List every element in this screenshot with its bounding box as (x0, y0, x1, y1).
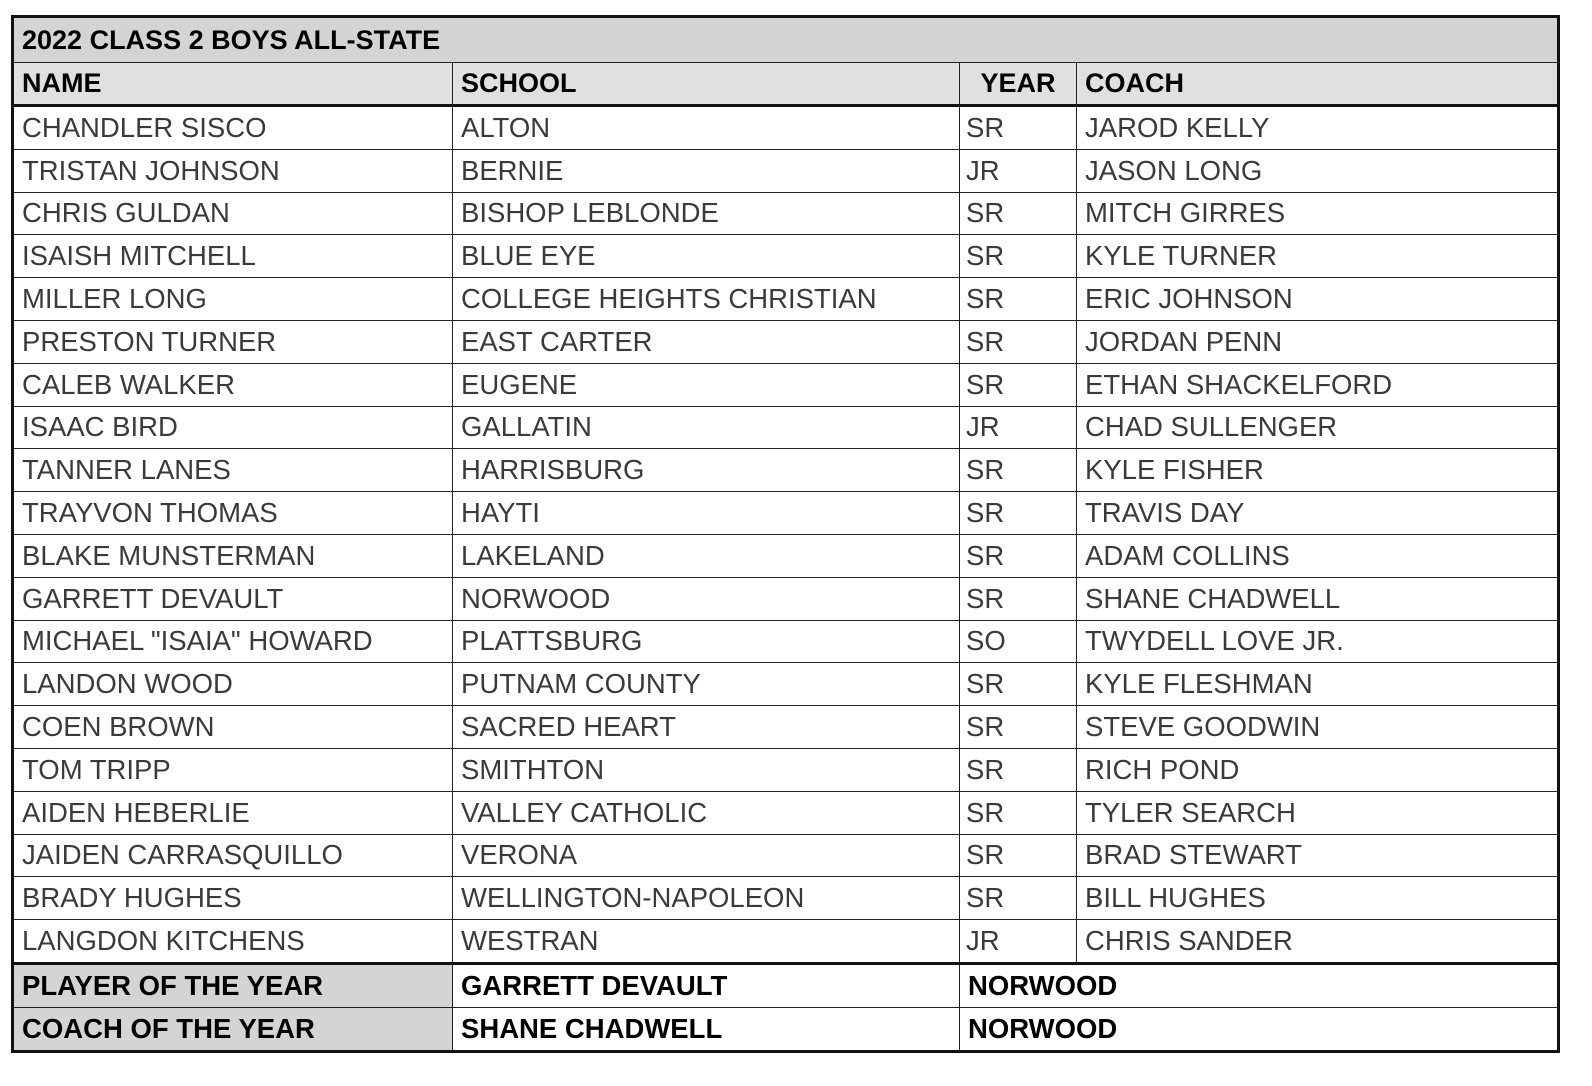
cell-coach: JAROD KELLY (1077, 106, 1559, 150)
cell-coach: KYLE FLESHMAN (1077, 663, 1559, 706)
cell-coach: STEVE GOODWIN (1077, 706, 1559, 749)
cell-name: PRESTON TURNER (13, 320, 453, 363)
table-row (13, 663, 1559, 706)
cell-year: SR (960, 278, 1077, 321)
cell-coach: TRAVIS DAY (1077, 492, 1559, 535)
cell-year: SO (960, 620, 1077, 663)
table-row (13, 534, 1559, 577)
cell-name: CALEB WALKER (13, 363, 453, 406)
cell-year: JR (960, 406, 1077, 449)
cell-name: GARRETT DEVAULT (13, 577, 453, 620)
table-row (13, 363, 1559, 406)
cell-coach: KYLE TURNER (1077, 235, 1559, 278)
cell-school: HARRISBURG (453, 449, 960, 492)
cell-year: SR (960, 492, 1077, 535)
cell-coach: CHRIS SANDER (1077, 920, 1559, 964)
award-row (13, 963, 1559, 1007)
cell-year: SR (960, 106, 1077, 150)
cell-school: BERNIE (453, 149, 960, 192)
cell-school: GALLATIN (453, 406, 960, 449)
cell-year: SR (960, 706, 1077, 749)
cell-school: ALTON (453, 106, 960, 150)
cell-coach: BILL HUGHES (1077, 877, 1559, 920)
cell-school: PLATTSBURG (453, 620, 960, 663)
cell-school: HAYTI (453, 492, 960, 535)
cell-school: SACRED HEART (453, 706, 960, 749)
cell-name: LANGDON KITCHENS (13, 920, 453, 964)
table-title-row (13, 17, 1559, 63)
table-row (13, 791, 1559, 834)
cell-coach: BRAD STEWART (1077, 834, 1559, 877)
table-row (13, 320, 1559, 363)
cell-name: LANDON WOOD (13, 663, 453, 706)
cell-coach: TYLER SEARCH (1077, 791, 1559, 834)
cell-year: SR (960, 748, 1077, 791)
award-person: GARRETT DEVAULT (453, 963, 960, 1007)
cell-school: BLUE EYE (453, 235, 960, 278)
cell-school: PUTNAM COUNTY (453, 663, 960, 706)
player-rows (13, 106, 1559, 964)
cell-school: NORWOOD (453, 577, 960, 620)
cell-name: TRAYVON THOMAS (13, 492, 453, 535)
cell-year: SR (960, 877, 1077, 920)
cell-school: COLLEGE HEIGHTS CHRISTIAN (453, 278, 960, 321)
cell-coach: KYLE FISHER (1077, 449, 1559, 492)
table-row (13, 449, 1559, 492)
cell-year: SR (960, 320, 1077, 363)
cell-coach: ETHAN SHACKELFORD (1077, 363, 1559, 406)
cell-name: ISAAC BIRD (13, 406, 453, 449)
award-rows (13, 963, 1559, 1051)
cell-name: CHANDLER SISCO (13, 106, 453, 150)
column-header-coach: COACH (1077, 63, 1559, 106)
table-row (13, 877, 1559, 920)
cell-name: TANNER LANES (13, 449, 453, 492)
cell-coach: ERIC JOHNSON (1077, 278, 1559, 321)
table-row (13, 149, 1559, 192)
cell-year: SR (960, 235, 1077, 278)
table-row (13, 748, 1559, 791)
cell-name: BLAKE MUNSTERMAN (13, 534, 453, 577)
cell-name: JAIDEN CARRASQUILLO (13, 834, 453, 877)
cell-year: SR (960, 449, 1077, 492)
table-row (13, 235, 1559, 278)
table-row (13, 834, 1559, 877)
cell-coach: JORDAN PENN (1077, 320, 1559, 363)
award-label: PLAYER OF THE YEAR (13, 963, 453, 1007)
cell-name: CHRIS GULDAN (13, 192, 453, 235)
award-school: NORWOOD (960, 963, 1559, 1007)
cell-coach: MITCH GIRRES (1077, 192, 1559, 235)
column-header-row (13, 63, 1559, 106)
cell-coach: SHANE CHADWELL (1077, 577, 1559, 620)
cell-name: MICHAEL "ISAIA" HOWARD (13, 620, 453, 663)
cell-coach: CHAD SULLENGER (1077, 406, 1559, 449)
table-row (13, 920, 1559, 964)
cell-school: VERONA (453, 834, 960, 877)
cell-coach: JASON LONG (1077, 149, 1559, 192)
cell-school: VALLEY CATHOLIC (453, 791, 960, 834)
cell-year: SR (960, 534, 1077, 577)
award-person: SHANE CHADWELL (453, 1007, 960, 1051)
table-row (13, 620, 1559, 663)
cell-name: TRISTAN JOHNSON (13, 149, 453, 192)
all-state-table (11, 15, 1560, 1053)
table-row (13, 406, 1559, 449)
cell-year: JR (960, 920, 1077, 964)
cell-name: TOM TRIPP (13, 748, 453, 791)
cell-name: ISAISH MITCHELL (13, 235, 453, 278)
cell-year: SR (960, 363, 1077, 406)
cell-coach: RICH POND (1077, 748, 1559, 791)
cell-school: LAKELAND (453, 534, 960, 577)
award-school: NORWOOD (960, 1007, 1559, 1051)
cell-year: SR (960, 791, 1077, 834)
table-row (13, 706, 1559, 749)
cell-name: AIDEN HEBERLIE (13, 791, 453, 834)
cell-coach: ADAM COLLINS (1077, 534, 1559, 577)
cell-school: EUGENE (453, 363, 960, 406)
cell-school: EAST CARTER (453, 320, 960, 363)
cell-school: WELLINGTON-NAPOLEON (453, 877, 960, 920)
cell-year: JR (960, 149, 1077, 192)
column-header-name: NAME (13, 63, 453, 106)
cell-school: BISHOP LEBLONDE (453, 192, 960, 235)
table-row (13, 192, 1559, 235)
table-title: 2022 CLASS 2 BOYS ALL-STATE (13, 17, 1559, 63)
award-label: COACH OF THE YEAR (13, 1007, 453, 1051)
cell-name: MILLER LONG (13, 278, 453, 321)
cell-year: SR (960, 663, 1077, 706)
table-row (13, 106, 1559, 150)
cell-coach: TWYDELL LOVE JR. (1077, 620, 1559, 663)
table-row (13, 492, 1559, 535)
award-row (13, 1007, 1559, 1051)
column-header-year: YEAR (960, 63, 1077, 106)
cell-year: SR (960, 834, 1077, 877)
cell-year: SR (960, 577, 1077, 620)
table-row (13, 577, 1559, 620)
cell-year: SR (960, 192, 1077, 235)
cell-name: BRADY HUGHES (13, 877, 453, 920)
column-header-school: SCHOOL (453, 63, 960, 106)
table-row (13, 278, 1559, 321)
cell-name: COEN BROWN (13, 706, 453, 749)
cell-school: WESTRAN (453, 920, 960, 964)
cell-school: SMITHTON (453, 748, 960, 791)
